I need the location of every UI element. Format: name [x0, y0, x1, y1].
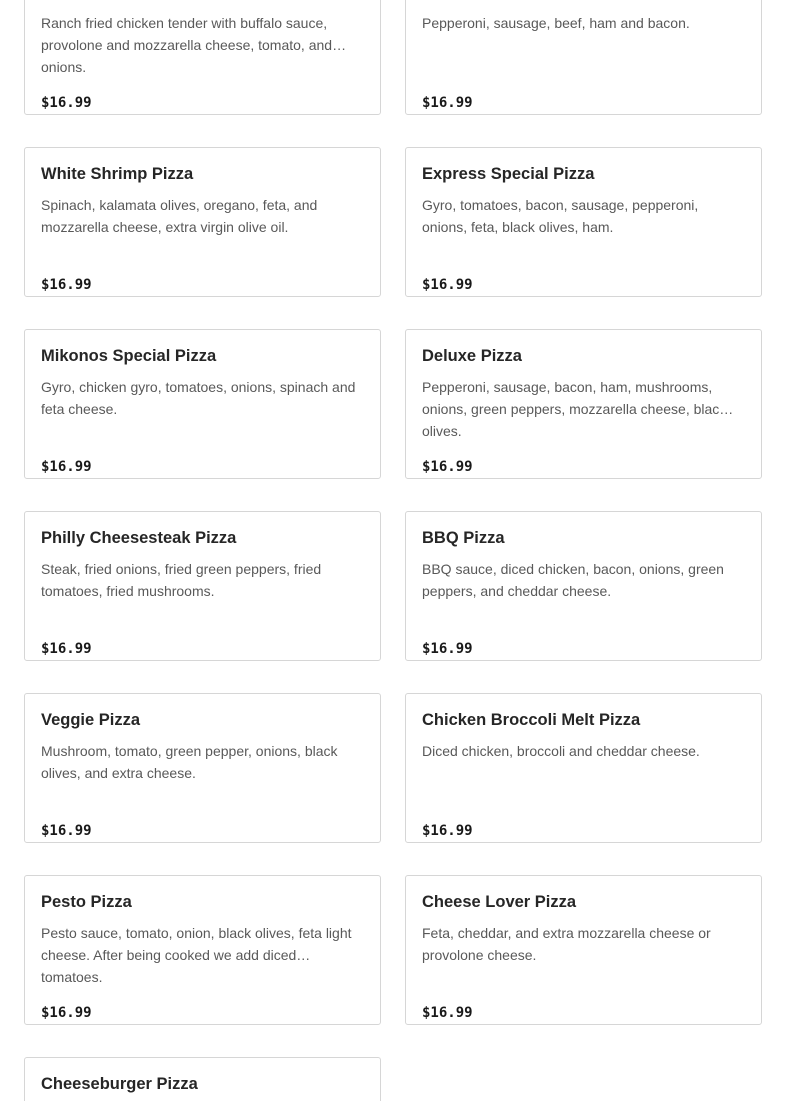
menu-item-description: Pepperoni, sausage, bacon, ham, mushrooms, onions, green peppers, mozzarella cheese, black olives. [422, 379, 727, 439]
menu-item-name [422, 0, 745, 2]
menu-item-card[interactable] [24, 147, 381, 297]
menu-item-price: $16.99 [41, 823, 92, 839]
menu-item-description: Pesto sauce, tomato, onion, black olives, feta light cheese. After being cooked we add diced tomatoes. [41, 925, 352, 985]
menu-item-name: White Shrimp Pizza [41, 165, 194, 183]
menu-item-name: Veggie Pizza [41, 711, 141, 729]
menu-item-name: Philly Cheesesteak Pizza [41, 529, 237, 547]
menu-item-price: $16.99 [422, 95, 473, 111]
menu-item-description: Diced chicken, broccoli and cheddar cheese. [422, 743, 700, 759]
menu-item-name: Cheese Lover Pizza [422, 893, 577, 911]
menu-item-card[interactable] [24, 329, 381, 479]
menu-item-name: BBQ Pizza [422, 529, 505, 547]
menu-item-name: Pesto Pizza [41, 893, 132, 911]
menu-item-card[interactable] [405, 329, 762, 479]
menu-item-price: $16.99 [41, 277, 92, 293]
menu-item-name: Cheeseburger Pizza [41, 1075, 198, 1093]
menu-item-card[interactable] [24, 693, 381, 843]
menu-item-card[interactable] [24, 875, 381, 1025]
menu-item-card[interactable] [405, 875, 762, 1025]
menu-item-description: Gyro, tomatoes, bacon, sausage, pepperoni, onions, feta, black olives, ham. [422, 197, 699, 235]
menu-item-card[interactable] [24, 511, 381, 661]
menu-item-price: $16.99 [422, 277, 473, 293]
menu-item-description: BBQ sauce, diced chicken, bacon, onions, green peppers, and cheddar cheese. [422, 561, 724, 599]
menu-item-price: $16.99 [41, 641, 92, 657]
menu-item-description: Gyro, chicken gyro, tomatoes, onions, spinach and feta cheese. [41, 379, 356, 417]
menu-item-description: Mushroom, tomato, green pepper, onions, black olives, and extra cheese. [41, 743, 338, 781]
menu-item-card[interactable] [24, 1057, 381, 1101]
menu-item-name [41, 0, 364, 2]
menu-item-price: $16.99 [422, 823, 473, 839]
menu-item-name: Express Special Pizza [422, 165, 595, 183]
menu-item-card[interactable] [405, 147, 762, 297]
menu-item-name: Deluxe Pizza [422, 347, 522, 365]
menu-item-price: $16.99 [422, 459, 473, 475]
menu-item-description: Ranch fried chicken tender with buffalo sauce, provolone and mozzarella cheese, tomato, and onions. [41, 15, 333, 75]
menu-item-card[interactable] [405, 511, 762, 661]
menu-item-price: $16.99 [422, 1005, 473, 1021]
menu-item-name: Chicken Broccoli Melt Pizza [422, 711, 641, 729]
menu-item-price: $16.99 [422, 641, 473, 657]
menu-item-card[interactable] [24, 0, 381, 115]
menu-item-price: $16.99 [41, 1005, 92, 1021]
menu-item-description: Feta, cheddar, and extra mozzarella cheese or provolone cheese. [422, 925, 711, 963]
menu-item-price: $16.99 [41, 95, 92, 111]
menu-item-card[interactable] [405, 0, 762, 115]
menu-item-price: $16.99 [41, 459, 92, 475]
menu-item-card[interactable] [405, 693, 762, 843]
menu-item-description: Spinach, kalamata olives, oregano, feta, and mozzarella cheese, extra virgin olive oil. [41, 197, 318, 235]
menu-item-description: Pepperoni, sausage, beef, ham and bacon. [422, 15, 690, 31]
menu-item-name: Mikonos Special Pizza [41, 347, 217, 365]
menu-item-description: Steak, fried onions, fried green peppers, fried tomatoes, fried mushrooms. [41, 561, 322, 599]
